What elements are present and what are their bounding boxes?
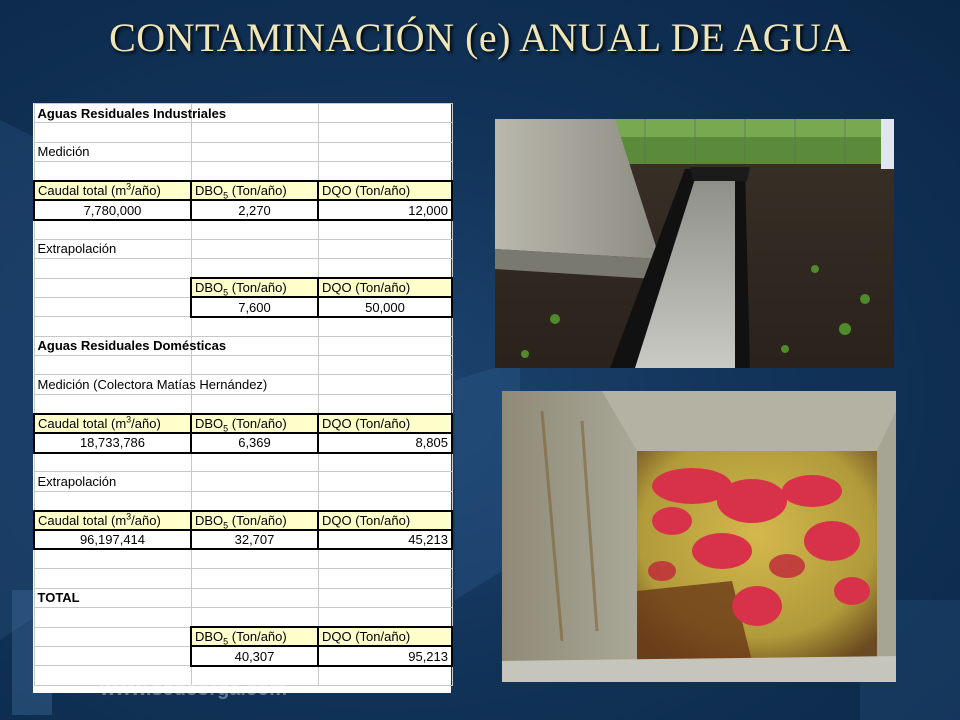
domestic-extrap-dbo-value: 32,707 bbox=[191, 530, 318, 549]
table-row bbox=[34, 530, 452, 549]
total-dbo-value: 40,307 bbox=[191, 646, 318, 665]
dbo-header: $DBO_5$ (Ton/año) bbox=[191, 627, 318, 646]
table-row bbox=[34, 220, 452, 239]
domestic-extrap-caudal-value: 96,197,414 bbox=[34, 530, 191, 549]
table-row bbox=[34, 162, 452, 181]
table-row bbox=[34, 317, 452, 336]
dbo-header: $DBO_5$ (Ton/año) bbox=[191, 511, 318, 530]
total-heading: TOTAL bbox=[34, 588, 191, 607]
caudal-header: Caudal total $(m^3/año)$ bbox=[34, 181, 191, 200]
dqo-header: DQO (Ton/año) bbox=[318, 181, 452, 200]
table-row bbox=[34, 123, 452, 142]
dqo-header: DQO (Ton/año) bbox=[318, 278, 452, 297]
table-row bbox=[34, 627, 452, 646]
dqo-header: DQO (Ton/año) bbox=[318, 511, 452, 530]
table-row bbox=[34, 608, 452, 627]
dqo-header: DQO (Ton/año) bbox=[318, 627, 452, 646]
domestic-medicion-label: Medición (Colectora Matías Hernández) bbox=[34, 375, 191, 394]
dbo-header: $DBO_5$ (Ton/año) bbox=[191, 414, 318, 433]
industrial-dqo-value: 12,000 bbox=[318, 200, 452, 219]
extrapolacion-label: Extrapolación bbox=[34, 472, 191, 491]
domestic-extrap-dqo-value: 45,213 bbox=[318, 530, 452, 549]
table-row bbox=[34, 297, 452, 316]
industrial-extrap-dbo-value: 7,600 bbox=[191, 297, 318, 316]
channel-photo bbox=[495, 119, 894, 368]
industrial-extrap-dqo-value: 50,000 bbox=[318, 297, 452, 316]
table-row bbox=[34, 336, 452, 355]
spreadsheet-table bbox=[33, 103, 451, 693]
extrapolacion-label: Extrapolación bbox=[34, 239, 191, 258]
industrial-heading: Aguas Residuales Industriales bbox=[34, 104, 191, 123]
dbo-header: $DBO_5$ (Ton/año) bbox=[191, 278, 318, 297]
table-row bbox=[34, 394, 452, 413]
medicion-label: Medición bbox=[34, 142, 191, 161]
caudal-header: Caudal total $(m^3/año)$ bbox=[34, 511, 191, 530]
table-row bbox=[34, 142, 452, 161]
table-row bbox=[34, 433, 452, 452]
domestic-caudal-value: 18,733,786 bbox=[34, 433, 191, 452]
watermark-text: www.sedeorga.com bbox=[100, 678, 288, 700]
table-row bbox=[34, 569, 452, 588]
slide-title: CONTAMINACIÓN (e) ANUAL DE AGUA bbox=[109, 15, 851, 60]
table-row bbox=[34, 181, 452, 200]
dqo-header: DQO (Ton/año) bbox=[318, 414, 452, 433]
total-dqo-value: 95,213 bbox=[318, 646, 452, 665]
table-row bbox=[34, 511, 452, 530]
table-row bbox=[34, 356, 452, 375]
table-row bbox=[34, 414, 452, 433]
table-row bbox=[34, 239, 452, 258]
table-row bbox=[34, 259, 452, 278]
table-row bbox=[34, 472, 452, 491]
table-row bbox=[34, 453, 452, 472]
tank-photo bbox=[502, 391, 896, 682]
dbo-header: $DBO_5$ (Ton/año) bbox=[191, 181, 318, 200]
domestic-dqo-value: 8,805 bbox=[318, 433, 452, 452]
table-row bbox=[34, 491, 452, 510]
domestic-dbo-value: 6,369 bbox=[191, 433, 318, 452]
table-row bbox=[34, 549, 452, 568]
caudal-header: Caudal total $(m^3/año)$ bbox=[34, 414, 191, 433]
table-row bbox=[34, 588, 452, 607]
table-row bbox=[34, 278, 452, 297]
table-row bbox=[34, 200, 452, 219]
table-row bbox=[34, 375, 452, 394]
table-row bbox=[34, 104, 452, 123]
industrial-caudal-value: 7,780,000 bbox=[34, 200, 191, 219]
industrial-dbo-value: 2,270 bbox=[191, 200, 318, 219]
table-row bbox=[34, 646, 452, 665]
domestic-heading: Aguas Residuales Domésticas bbox=[34, 336, 191, 355]
